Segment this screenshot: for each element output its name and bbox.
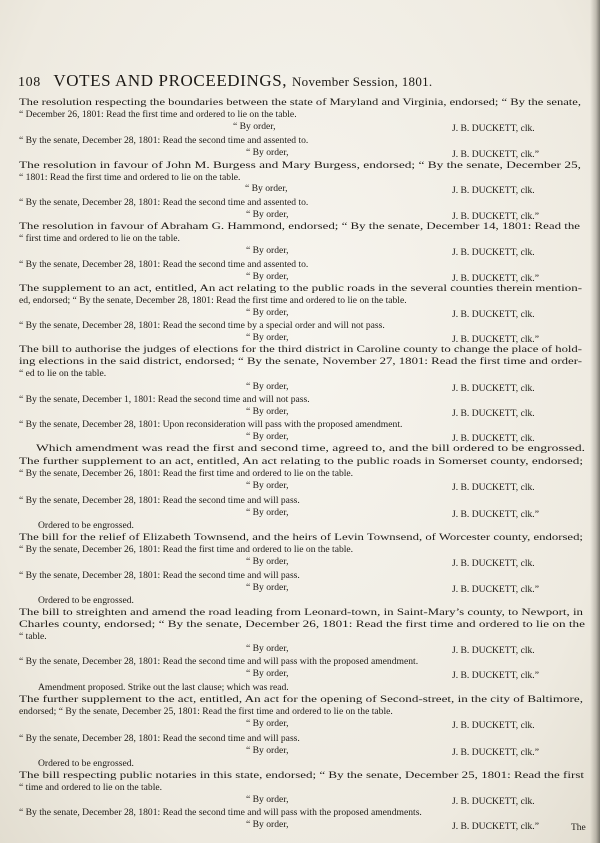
clerk-signature: J. B. DUCKETT, clk.” — [452, 509, 539, 520]
clerk-signature: J. B. DUCKETT, clk.” — [452, 584, 539, 595]
text-line: ed, endorsed; “ By the senate, December 28, 1801: Read the first time and ordered to lie on the table. — [19, 295, 407, 306]
text-line: “ By the senate, December 28, 1801: Read the second time and will pass. — [19, 570, 300, 581]
text-line: The bill to streighten and amend the road leading from Leonard-town, in Saint-Mary’s county, to Newport, in — [19, 607, 583, 618]
by-order-line: “ By order, — [246, 245, 289, 256]
page-edge-shadow — [590, 0, 600, 843]
by-order-line: “ By order, — [246, 507, 289, 518]
text-line: “ By the senate, December 28, 1801: Read the second time and will pass with the proposed amendment. — [19, 656, 419, 667]
clerk-signature: J. B. DUCKETT, clk. — [452, 185, 535, 196]
clerk-signature: J. B. DUCKETT, clk. — [452, 482, 535, 493]
clerk-signature: J. B. DUCKETT, clk. — [452, 558, 535, 569]
text-line: “ first time and ordered to lie on the table. — [19, 233, 180, 244]
clerk-signature: J. B. DUCKETT, clk. — [452, 309, 535, 320]
text-line: The supplement to an act, entitled, An act relating to the public roads in the several counties therein mention- — [19, 283, 583, 294]
by-order-line: “ By order, — [233, 121, 276, 132]
text-line: “ time and ordered to lie on the table. — [19, 782, 163, 793]
clerk-signature: J. B. DUCKETT, clk. — [452, 247, 535, 258]
text-line: The resolution respecting the boundaries between the state of Maryland and Virginia, endorsed; “ By the senate, — [19, 97, 581, 108]
text-line: “ By the senate, December 26, 1801: Read the first time and ordered to lie on the table. — [19, 544, 354, 555]
clerk-signature: J. B. DUCKETT, clk. — [452, 433, 535, 444]
text-line: ing elections in the said district, endorsed; “ By the senate, November 27, 1801: Read the first time and order- — [19, 356, 583, 367]
clerk-signature: J. B. DUCKETT, clk. — [452, 645, 535, 656]
clerk-signature: J. B. DUCKETT, clk. — [452, 408, 535, 419]
text-line: “ By the senate, December 28, 1801: Read the second time by a special order and will not pass. — [19, 320, 385, 331]
text-line: “ By the senate, December 1, 1801: Read the second time and will not pass. — [19, 394, 310, 405]
page-number: 108 — [18, 75, 41, 90]
clerk-signature: J. B. DUCKETT, clk.” — [452, 211, 539, 222]
text-line: Ordered to be engrossed. — [38, 758, 134, 769]
clerk-signature: J. B. DUCKETT, clk. — [452, 720, 535, 731]
text-line: “ By the senate, December 28, 1801: Read the second time and will pass. — [19, 733, 300, 744]
by-order-line: “ By order, — [246, 381, 289, 392]
by-order-line: “ By order, — [246, 147, 289, 158]
text-line: The resolution in favour of Abraham G. Hammond, endorsed; “ By the senate, December 14, 1801: Read the — [19, 221, 581, 232]
text-line: The resolution in favour of John M. Burgess and Mary Burgess, endorsed; “ By the senate, December 25, — [19, 160, 582, 171]
text-line: Ordered to be engrossed. — [38, 595, 134, 606]
text-line: Which amendment was read the first and second time, agreed to, and the bill ordered to be engrossed. — [36, 443, 585, 454]
text-line: “ December 26, 1801: Read the first time and ordered to lie on the table. — [19, 109, 297, 120]
by-order-line: “ By order, — [246, 718, 289, 729]
text-line: “ By the senate, December 28, 1801: Read the second time and assented to. — [19, 135, 309, 146]
text-line: The further supplement to an act, entitled, An act relating to the public roads in Somerset county, endorsed; — [19, 456, 584, 467]
by-order-line: “ By order, — [246, 406, 289, 417]
text-line: The bill for the relief of Elizabeth Townsend, and the heirs of Levin Townsend, of Worcester county, endorsed; — [19, 532, 583, 543]
clerk-signature: J. B. DUCKETT, clk.” — [452, 149, 539, 160]
by-order-line: “ By order, — [246, 431, 289, 442]
text-line: endorsed; “ By the senate, December 25, 1801: Read the first time and ordered to lie on the table. — [19, 706, 393, 717]
clerk-signature: J. B. DUCKETT, clk.” — [452, 747, 539, 758]
by-order-line: “ By order, — [246, 745, 289, 756]
catchword: The — [571, 823, 586, 833]
text-line: “ ed to lie on the table. — [19, 368, 107, 379]
by-order-line: “ By order, — [246, 819, 289, 830]
text-line: “ By the senate, December 28, 1801: Read the second time and assented to. — [19, 197, 309, 208]
text-line: “ By the senate, December 28, 1801: Read the second time and will pass with the proposed amendments. — [19, 807, 422, 818]
clerk-signature: J. B. DUCKETT, clk. — [452, 796, 535, 807]
by-order-line: “ By order, — [246, 668, 289, 679]
text-line: The bill respecting public notaries in this state, endorsed; “ By the senate, December 25, 1801: Read the first — [19, 770, 585, 781]
text-line: The further supplement to the act, entitled, An act for the opening of Second-street, in the city of Baltimore, — [19, 694, 583, 705]
clerk-signature: J. B. DUCKETT, clk.” — [452, 334, 539, 345]
text-line: “ 1801: Read the first time and ordered to lie on the table. — [19, 172, 241, 183]
by-order-line: “ By order, — [246, 271, 289, 282]
text-line: “ By the senate, December 28, 1801: Upon reconsideration will pass with the proposed amendment. — [19, 419, 403, 430]
text-line: Amendment proposed. Strike out the last clause; which was read. — [38, 682, 289, 693]
by-order-line: “ By order, — [246, 209, 289, 220]
text-line: The bill to authorise the judges of elections for the third district in Caroline county to change the place of hold- — [19, 344, 582, 355]
clerk-signature: J. B. DUCKETT, clk. — [452, 383, 535, 394]
by-order-line: “ By order, — [246, 556, 289, 567]
clerk-signature: J. B. DUCKETT, clk.” — [452, 670, 539, 681]
text-line: Charles county, endorsed; “ By the senate, December 26, 1801: Read the first time and ordered to lie on the — [19, 619, 586, 630]
clerk-signature: J. B. DUCKETT, clk. — [452, 123, 535, 134]
text-line: “ By the senate, December 26, 1801: Read the first time and ordered to lie on the table. — [19, 468, 354, 479]
by-order-line: “ By order, — [245, 183, 288, 194]
by-order-line: “ By order, — [246, 332, 289, 343]
by-order-line: “ By order, — [246, 643, 289, 654]
by-order-line: “ By order, — [246, 794, 289, 805]
text-line: Ordered to be engrossed. — [38, 520, 134, 531]
text-line: “ By the senate, December 28, 1801: Read the second time and will pass. — [19, 495, 300, 506]
by-order-line: “ By order, — [246, 480, 289, 491]
text-line: “ table. — [19, 631, 47, 642]
by-order-line: “ By order, — [246, 582, 289, 593]
by-order-line: “ By order, — [246, 307, 289, 318]
text-line: “ By the senate, December 28, 1801: Read the second time and assented to. — [19, 259, 309, 270]
page-title: VOTES AND PROCEEDINGS, — [53, 71, 288, 90]
clerk-signature: J. B. DUCKETT, clk.” — [452, 273, 539, 284]
clerk-signature: J. B. DUCKETT, clk.” — [452, 821, 539, 832]
session-label: November Session, 1801. — [291, 74, 433, 89]
